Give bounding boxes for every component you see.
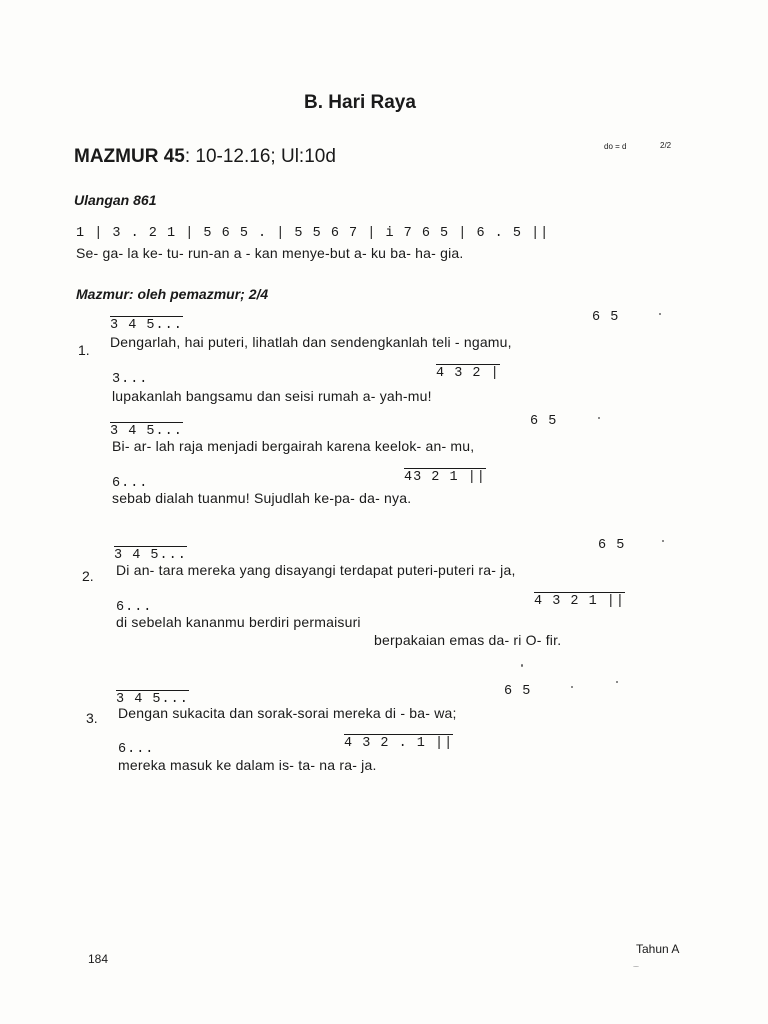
verse-1-line-4-pre-notes: 6... (112, 476, 149, 491)
verse-3-line-2-pre-notes: 6... (118, 742, 155, 757)
psalm-name: MAZMUR 45 (74, 146, 185, 167)
scan-speck (598, 417, 600, 419)
verse-2-line-1-pre-notes (114, 546, 187, 563)
verse-2-number: 2. (82, 568, 94, 584)
verse-1-line-3-pre-notes (110, 422, 183, 439)
refrain-notes: 1 | 3 . 2 1 | 5 6 5 . | 5 5 6 7 | i 7 6 5 | 6 . 5 || (76, 226, 550, 241)
verse-1-number: 1. (78, 342, 90, 358)
verse-3-line-2-lyric: mereka masuk ke dalam is- ta- na ra- ja. (118, 757, 377, 773)
scan-speck (616, 681, 618, 683)
verse-1-line-1-pre-notes (110, 316, 183, 333)
verse-2-line-1-lyric: Di an- tara mereka yang disayangi terdapat puteri-puteri ra- ja, (116, 562, 516, 578)
scan-speck (662, 540, 664, 542)
scan-speck (571, 686, 573, 688)
verse-1-line-2-lyric: lupakanlah bangsamu dan seisi rumah a- yah-mu! (112, 388, 432, 404)
verse-3-line-1-lyric: Dengan sukacita dan sorak-sorai mereka di - ba- wa; (118, 705, 457, 721)
verse-1-line-2-pre-notes: 3... (112, 372, 149, 387)
verse-2-line-2-pre-notes: 6... (116, 600, 153, 615)
verse-3-number: 3. (86, 710, 98, 726)
overline-notes: 43 2 1 || (404, 470, 486, 485)
verse-3-line-2-end-notes (344, 734, 453, 751)
verse-1-line-2-end-notes (436, 364, 500, 381)
verse-1-line-3-end-notes: 6 5 (530, 414, 558, 429)
verse-3-line-1-end-notes: 6 5 (504, 684, 532, 699)
scan-speck (659, 313, 661, 315)
psalm-reference (74, 146, 336, 168)
verse-intro: Mazmur: oleh pemazmur; 2/4 (76, 286, 269, 302)
verse-2-line-1-end-notes: 6 5 (598, 538, 626, 553)
scan-speck (633, 966, 639, 967)
scan-speck (521, 664, 523, 667)
refrain-label: Ulangan 861 (74, 192, 157, 208)
verse-1-line-4-lyric: sebab dialah tuanmu! Sujudlah ke-pa- da- nya. (112, 490, 412, 506)
section-title: B. Hari Raya (304, 92, 416, 113)
verse-2-line-3-lyric: berpakaian emas da- ri O- fir. (374, 632, 562, 648)
overline-notes: 3 4 5... (110, 424, 183, 439)
verse-1-line-1-lyric: Dengarlah, hai puteri, lihatlah dan sendengkanlah teli - ngamu, (110, 334, 512, 350)
overline-notes: 3 4 5... (116, 692, 189, 707)
psalm-verses: : 10-12.16; Ul:10d (184, 146, 336, 167)
verse-1-line-1-end-notes: 6 5 (592, 310, 620, 325)
verse-2-line-2-end-notes (534, 592, 625, 609)
overline-notes: 3 4 5... (114, 548, 187, 563)
time-signature: 2/2 (660, 141, 672, 150)
refrain-lyrics: Se- ga- la ke- tu- run-an a - kan menye-but a- ku ba- ha- gia. (76, 245, 464, 261)
verse-1-line-4-end-notes (404, 468, 486, 485)
page-number: 184 (88, 952, 109, 966)
key-signature: do = d (604, 142, 627, 151)
overline-notes: 4 3 2 1 || (534, 594, 626, 609)
year-label: Tahun A (636, 942, 680, 956)
verse-2-line-2-lyric: di sebelah kananmu berdiri permaisuri (116, 614, 361, 630)
overline-notes: 3 4 5... (110, 318, 183, 333)
overline-notes: 4 3 2 | (436, 366, 500, 381)
verse-1-line-3-lyric: Bi- ar- lah raja menjadi bergairah karena keelok- an- mu, (112, 438, 475, 454)
overline-notes: 4 3 2 . 1 || (344, 736, 454, 751)
